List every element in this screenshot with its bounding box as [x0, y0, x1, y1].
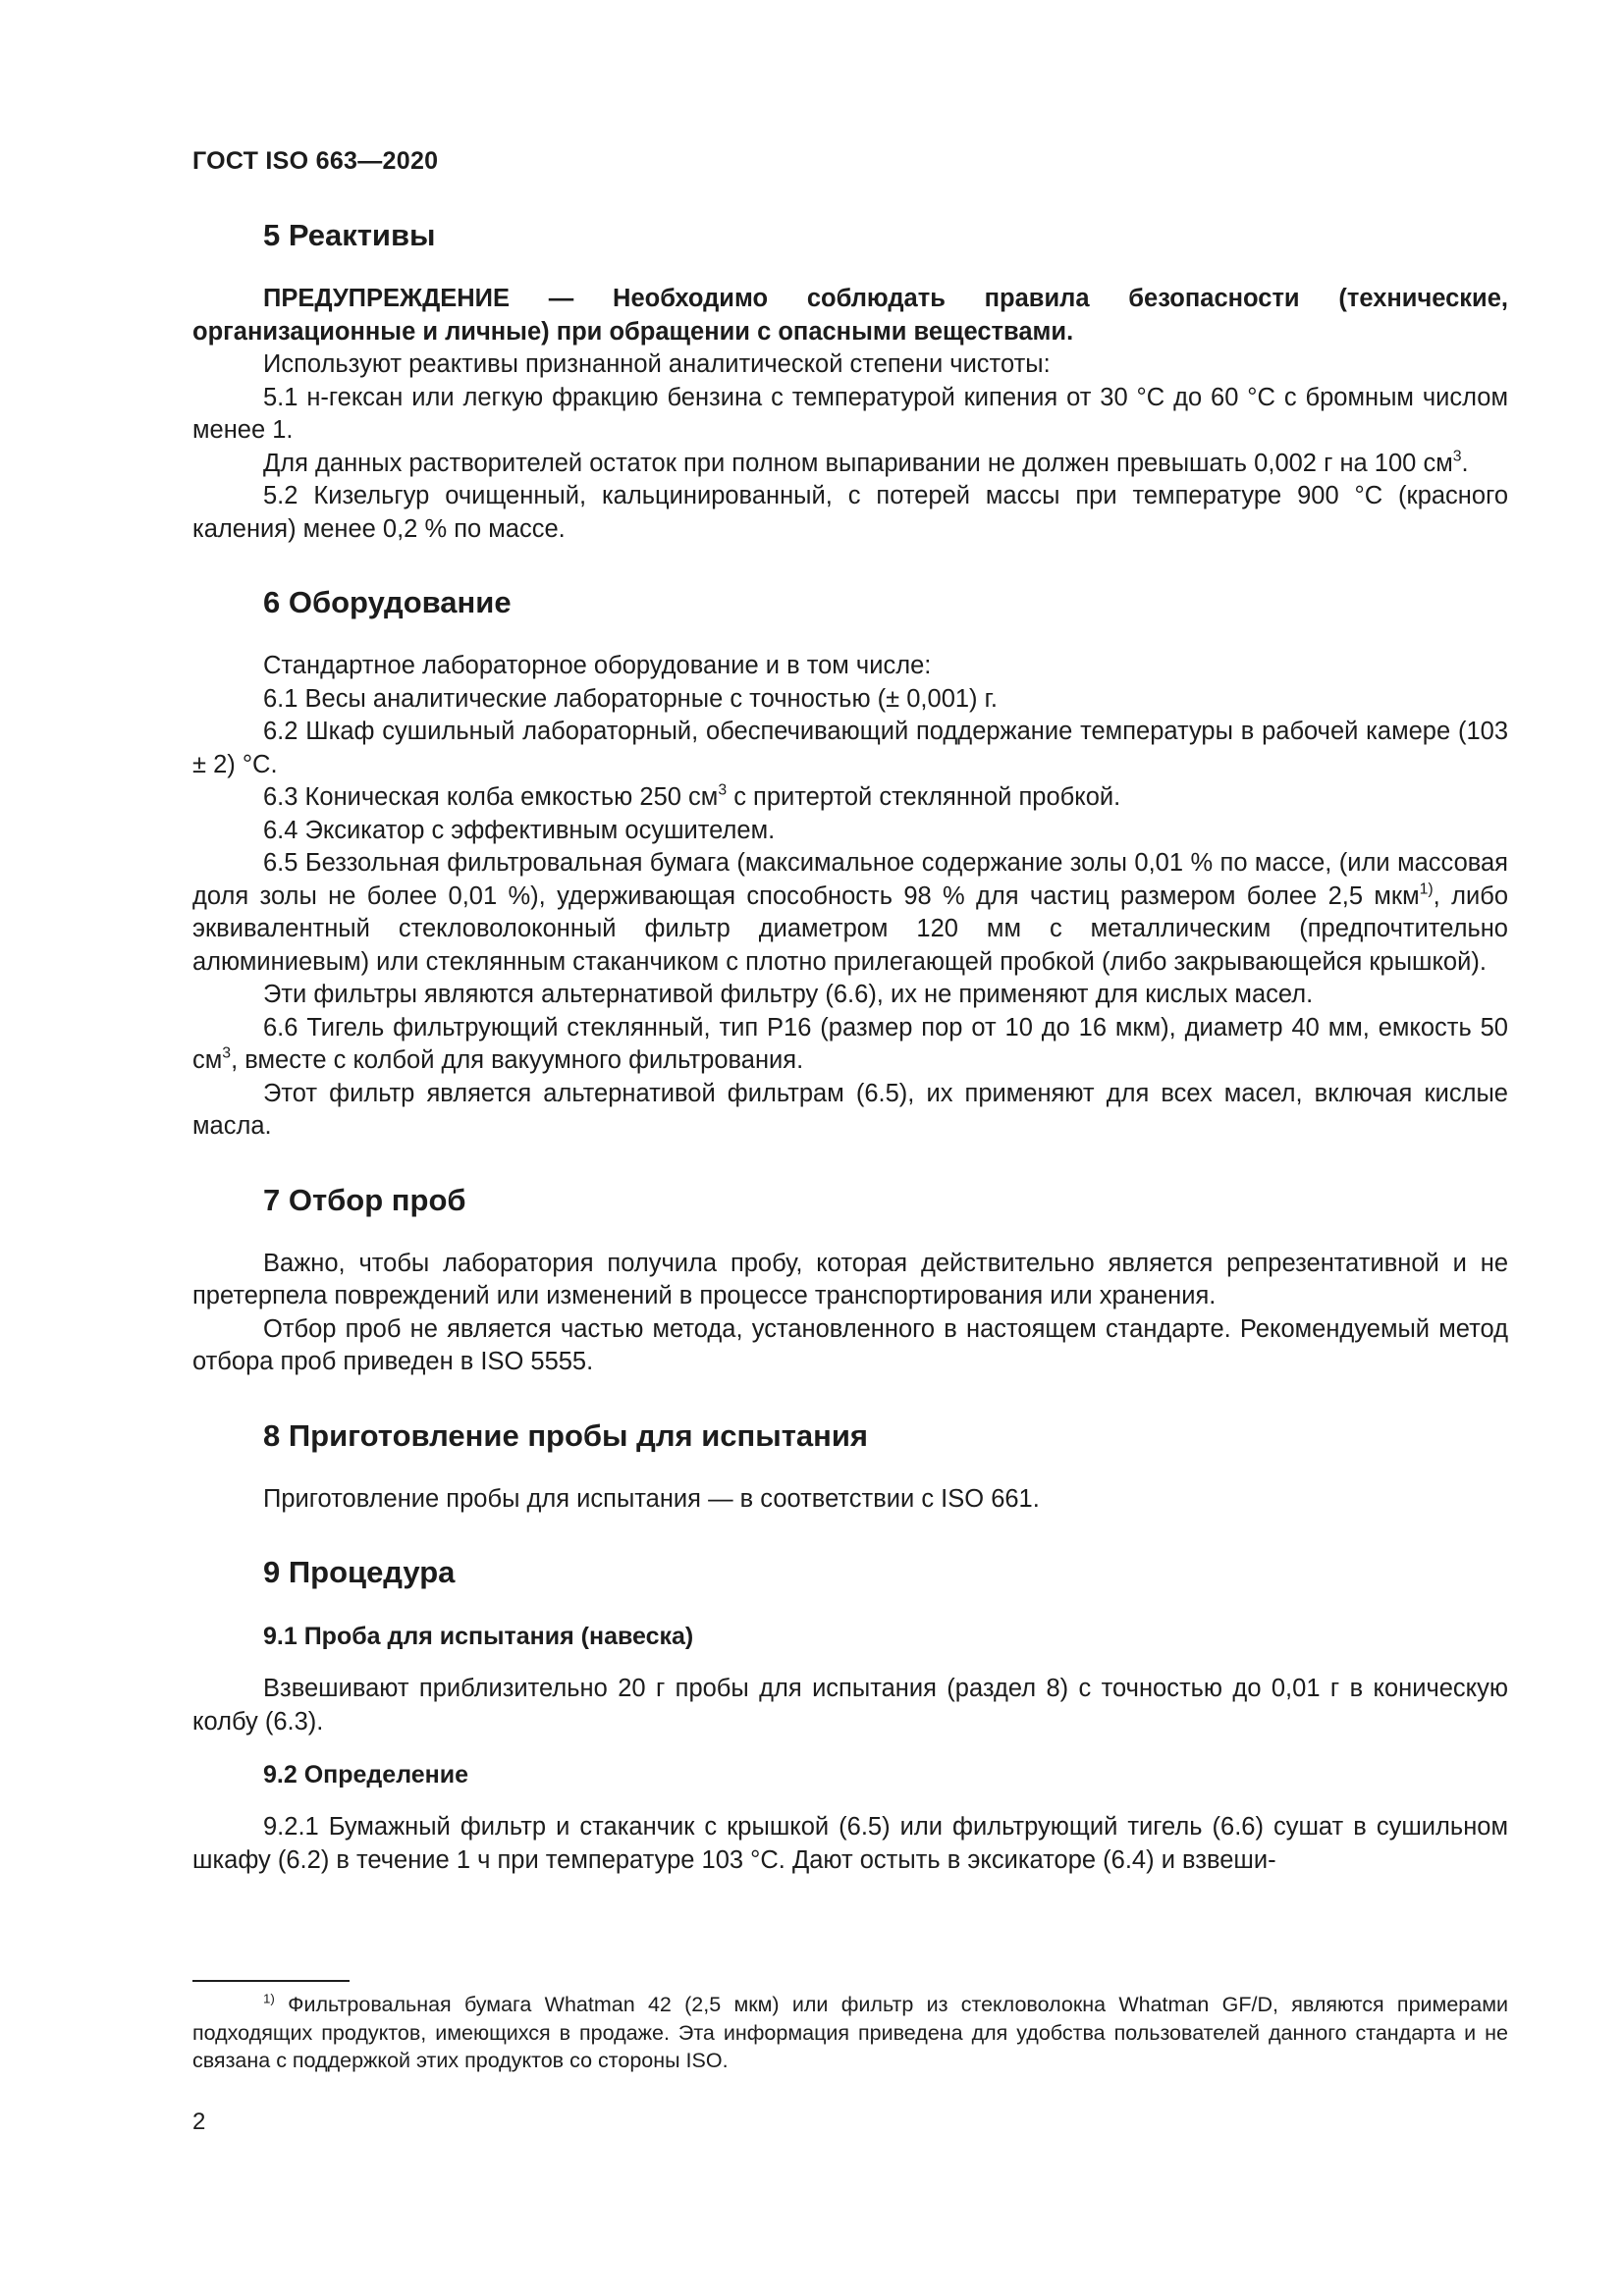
subsection-9-1-title: 9.1 Проба для испытания (навеска): [263, 1623, 694, 1650]
section-6-title: 6 Оборудование: [263, 585, 512, 619]
page-number: 2: [192, 2109, 206, 2135]
text: .: [1461, 449, 1469, 477]
text: 6.3 Коническая колба емкостью 250 см: [263, 783, 719, 811]
paragraph: Этот фильтр является альтернативой фильтрам (6.5), их применяют для всех масел, включая кислые масла.: [192, 1079, 1508, 1140]
superscript: 3: [718, 781, 728, 799]
paragraph: 9.2.1 Бумажный фильтр и стаканчик с крышкой (6.5) или фильтрующий тигель (6.6) сушат в сушильном шкафу (6.2) в течение 1 ч при температуре 103 °С. Дают остыть в эксикаторе (6.4) и взвеши-: [192, 1813, 1508, 1874]
footnote-marker: 1): [263, 1991, 275, 2006]
text: с притертой стеклянной пробкой.: [727, 783, 1121, 811]
paragraph: Приготовление пробы для испытания — в соответствии с ISO 661.: [263, 1484, 1040, 1513]
section-7-title: 7 Отбор проб: [263, 1182, 466, 1217]
text: , либо эквивалентный стекловолоконный фильтр диаметром 120 мм с металлическим (предпочтительно алюминиевым) или стеклянным стаканчиком с плотно прилегающей пробкой (либо закрывающейся крышкой).: [192, 881, 1508, 976]
paragraph: 6.1 Весы аналитические лабораторные с точностью (± 0,001) г.: [263, 684, 998, 713]
paragraph: 6.4 Эксикатор с эффективным осушителем.: [263, 816, 776, 844]
paragraph: Важно, чтобы лаборатория получила пробу, которая действительно является репрезентативной и не претерпела повреждений или изменений в процессе транспортирования или хранения.: [192, 1249, 1508, 1309]
paragraph: [192, 448, 1508, 481]
paragraph: 5.1 н-гексан или легкую фракцию бензина с температурой кипения от 30 °С до 60 °С с бромным числом менее 1.: [192, 383, 1508, 444]
paragraph: [192, 847, 1508, 979]
paragraph: Используют реактивы признанной аналитической степени чистоты:: [263, 350, 1051, 378]
section-9-title: 9 Процедура: [263, 1555, 456, 1589]
section-8-title: 8 Приготовление пробы для испытания: [263, 1417, 869, 1453]
footnote: [192, 1991, 1508, 2075]
text: Для данных растворителей остаток при полном выпаривании не должен превышать 0,002 г на 100 см: [263, 449, 1453, 477]
paragraph: Стандартное лабораторное оборудование и в том числе:: [263, 652, 932, 679]
document-body: [192, 216, 1508, 1877]
safety-warning: ПРЕДУПРЕЖДЕНИЕ — Необходимо соблюдать правила безопасности (технические, организационные и личные) при обращении с опасными веществами.: [192, 285, 1508, 346]
footnote-ref: 1): [1419, 881, 1434, 898]
text: , вместе с колбой для вакуумного фильтрования.: [231, 1046, 804, 1074]
footnote-separator: [192, 1980, 350, 1982]
section-5-title: 5 Реактивы: [263, 218, 436, 252]
text: 6.5 Беззольная фильтровальная бумага (максимальное содержание золы 0,01 % по массе, (или массовая доля золы не более 0,01 %), удерживающая способность 98 % для частиц размером более 2,5 мкм: [192, 849, 1508, 910]
paragraph: [192, 1012, 1508, 1078]
superscript: 3: [222, 1044, 232, 1062]
paragraph: [192, 781, 1508, 815]
superscript: 3: [1452, 448, 1462, 465]
document-header-id: ГОСТ ISO 663—2020: [192, 147, 439, 175]
paragraph: 6.2 Шкаф сушильный лабораторный, обеспечивающий поддержание температуры в рабочей камере (103 ± 2) °С.: [192, 718, 1508, 778]
paragraph: Отбор проб не является частью метода, установленного в настоящем стандарте. Рекомендуемый метод отбора проб приведен в ISO 5555.: [192, 1314, 1508, 1375]
paragraph: Взвешивают приблизительно 20 г пробы для испытания (раздел 8) с точностью до 0,01 г в коническую колбу (6.3).: [192, 1675, 1508, 1735]
paragraph: 5.2 Кизельгур очищенный, кальцинированный, с потерей массы при температуре 900 °С (красного каления) менее 0,2 % по массе.: [192, 482, 1508, 543]
text: 6.6 Тигель фильтрующий стеклянный, тип Р16 (размер пор от 10 до 16 мкм), диаметр 40 мм, емкость 50 см: [192, 1013, 1508, 1074]
paragraph: Эти фильтры являются альтернативой фильтру (6.6), их не применяют для кислых масел.: [263, 981, 1314, 1008]
subsection-9-2-title: 9.2 Определение: [263, 1761, 469, 1789]
footnote-text: Фильтровальная бумага Whatman 42 (2,5 мкм) или фильтр из стекловолокна Whatman GF/D, являются примерами подходящих продуктов, имеющихся в продаже. Эта информация приведена для удобства пользователей данного стандарта и не связана с поддержкой этих продуктов со стороны ISO.: [192, 1993, 1508, 2072]
